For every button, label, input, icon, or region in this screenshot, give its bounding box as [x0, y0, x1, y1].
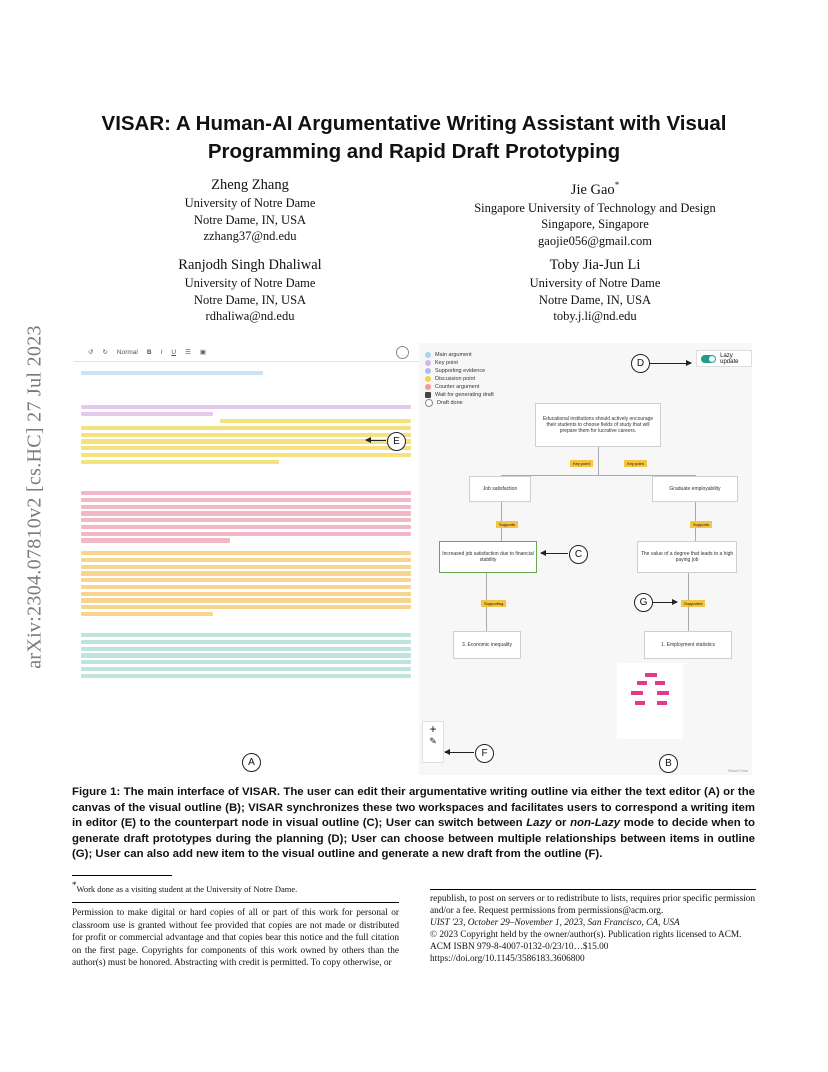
node-value-of-degree[interactable]: The value of a degree that leads to a high paying job	[637, 541, 737, 573]
add-node-icon[interactable]: +	[429, 722, 437, 736]
author-location: Notre Dame, IN, USA	[538, 292, 652, 307]
bold-button[interactable]: B	[146, 348, 152, 356]
save-icon[interactable]: ▣	[199, 349, 207, 356]
legend-swatch-icon	[425, 384, 431, 390]
list-icon[interactable]: ☰	[185, 349, 191, 356]
pencil-icon[interactable]: ✎	[429, 736, 437, 746]
edge-label[interactable]: Key point	[624, 460, 647, 467]
editor-paragraph[interactable]	[81, 371, 411, 378]
permission-rule-right	[430, 889, 756, 890]
check-circle-icon	[425, 399, 433, 407]
doi-link[interactable]: https://doi.org/10.1145/3586183.3606800	[430, 954, 585, 964]
legend-swatch-icon	[425, 360, 431, 366]
author-block	[440, 255, 750, 325]
permission-rule	[72, 902, 399, 903]
canvas-controls	[422, 721, 444, 763]
venue: UIST '23, October 29–November 1, 2023, San Francisco, CA, USA	[430, 918, 680, 928]
author-location: Notre Dame, IN, USA	[193, 292, 307, 307]
node-root[interactable]: Educational institutions should actively encourage their students to choose fields of study that will prepare them for lucrative careers.	[535, 403, 661, 447]
underline-button[interactable]: U	[171, 348, 177, 356]
arxiv-stamp	[14, 297, 56, 697]
author-affiliation: University of Notre Dame	[529, 276, 661, 290]
edge-label[interactable]: Key point	[570, 460, 593, 467]
title-line-2: Programming and Rapid Draft Prototyping	[207, 140, 621, 163]
footnote-rule	[72, 875, 172, 876]
author-name: Ranjodh Singh Dhaliwal	[178, 257, 322, 273]
callout-f: F	[475, 744, 494, 763]
edge-label[interactable]: Supporting	[481, 600, 506, 607]
minimap[interactable]	[617, 663, 683, 739]
callout-b: B	[659, 754, 678, 773]
author-email[interactable]: zzhang37@nd.edu	[203, 229, 297, 243]
author-block	[140, 255, 360, 325]
publication-info	[430, 893, 756, 965]
toggle-switch[interactable]	[701, 355, 716, 363]
footnote: *Work done as a visiting student at the University of Notre Dame.	[72, 880, 298, 894]
author-affiliation: Singapore University of Technology and Design	[474, 200, 716, 215]
author-email[interactable]: toby.j.li@nd.edu	[553, 309, 637, 323]
text-editor	[74, 343, 419, 775]
edge-label[interactable]: Supports	[496, 521, 518, 528]
callout-d: D	[631, 354, 650, 373]
node-job-satisfaction[interactable]: Job satisfaction	[469, 476, 531, 502]
redo-icon[interactable]: ↻	[102, 349, 108, 356]
node-graduate-employability[interactable]: Graduate employability	[652, 476, 738, 502]
arrow-c	[541, 553, 568, 554]
isbn: ACM ISBN 979-8-4007-0132-0/23/10…$15.00	[430, 942, 609, 952]
author-block	[440, 175, 750, 249]
visual-outline-canvas[interactable]	[419, 343, 752, 775]
figure-caption: Figure 1: The main interface of VISAR. The user can edit their argumentative writing outline via either the text editor (A) or the canvas of the visual outline (B); VISAR synchronizes these two workspaces and facilitates users to correspond a writing item in editor (E) to the counterpart node in visual outline (C); User can switch between Lazy or non-Lazy mode to decide when to generate draft prototypes during the planning (D); User can choose between multiple relationships between items in outline (G); User can also add new item to the visual outline and generate a new draft from the outline (F).	[72, 786, 755, 860]
arxiv-stamp-text: arXiv:2304.07810v2 [cs.HC] 27 Jul 2023	[23, 325, 46, 669]
legend-swatch-icon	[425, 376, 431, 382]
legend-item: Supporting evidence	[425, 367, 494, 375]
editor-toolbar	[74, 343, 419, 362]
arrow-d	[649, 363, 691, 364]
edge-label[interactable]: Supported	[681, 600, 705, 607]
italic-button[interactable]: I	[160, 348, 163, 356]
editor-paragraph[interactable]	[81, 633, 411, 680]
author-email[interactable]: rdhaliwa@nd.edu	[205, 309, 295, 323]
arrow-g	[652, 602, 677, 603]
undo-icon[interactable]: ↺	[88, 349, 94, 356]
node-employment-statistics[interactable]: 1. Employment statistics	[644, 631, 732, 659]
legend-swatch-icon	[425, 368, 431, 374]
author-name: Toby Jia-Jun Li	[549, 257, 641, 273]
edge-line	[598, 447, 599, 475]
callout-e: E	[387, 432, 406, 451]
callout-g: G	[634, 593, 653, 612]
node-economic-inequality[interactable]: 3. Economic inequality	[453, 631, 521, 659]
author-location: Singapore, Singapore	[541, 217, 649, 232]
react-flow-watermark: React Flow	[727, 768, 748, 773]
legend-item: Draft done	[425, 399, 494, 407]
legend-item: Key point	[425, 359, 494, 367]
arrow-f	[445, 752, 474, 753]
legend-item: Wait for generating draft	[425, 391, 494, 399]
legend-swatch-icon	[425, 352, 431, 358]
permission-statement: Permission to make digital or hard copies of all or part of this work for personal or classroom use is granted without fee provided that copies are not made or distributed for profit or commercial advantage and that copies bear this notice and the full citation on the first page. Copyrights for components of this work owned by others than the author(s) must be honored. Abstracting with credit is permitted. To copy otherwise, or	[72, 908, 399, 968]
toggle-label: Lazy update	[720, 352, 739, 365]
author-marker: *	[614, 180, 620, 190]
legend-item: Main argument	[425, 351, 494, 359]
hourglass-icon	[425, 392, 431, 398]
title-line-1: VISAR: A Human-AI Argumentative Writing Assistant with Visual	[101, 112, 727, 135]
author-location: Notre Dame, IN, USA	[193, 212, 307, 227]
callout-c: C	[569, 545, 588, 564]
author-block	[140, 175, 360, 245]
lazy-update-toggle[interactable]	[696, 350, 752, 367]
permission-continued: republish, to post on servers or to redistribute to lists, requires prior specific permission and/or a fee. Request permissions from permissions@acm.org.	[430, 894, 756, 916]
figure-1	[74, 343, 752, 775]
callout-a: A	[242, 753, 261, 772]
copyright: © 2023 Copyright held by the owner/author(s). Publication rights licensed to ACM.	[430, 930, 742, 940]
style-select[interactable]: Normal	[116, 348, 138, 356]
author-affiliation: University of Notre Dame	[184, 196, 316, 210]
node-legend	[425, 351, 494, 407]
edge-label[interactable]: Supports	[690, 521, 712, 528]
arrow-e	[366, 440, 386, 441]
paper-title	[60, 110, 768, 166]
author-name: Zheng Zhang	[211, 177, 289, 193]
legend-item: Discussion point	[425, 375, 494, 383]
node-increased-job-satisfaction[interactable]: Increased job satisfaction due to financial stability	[439, 541, 537, 573]
author-email[interactable]: gaojie056@gmail.com	[538, 233, 652, 248]
editor-paragraph[interactable]	[81, 405, 411, 419]
editor-paragraph[interactable]	[81, 491, 411, 545]
editor-paragraph[interactable]	[81, 551, 411, 619]
author-affiliation: University of Notre Dame	[184, 276, 316, 290]
author-name: Jie Gao*	[570, 180, 620, 198]
editor-paragraph-selected[interactable]	[81, 419, 411, 466]
legend-item: Counter argument	[425, 383, 494, 391]
add-circle-icon[interactable]	[396, 346, 409, 359]
